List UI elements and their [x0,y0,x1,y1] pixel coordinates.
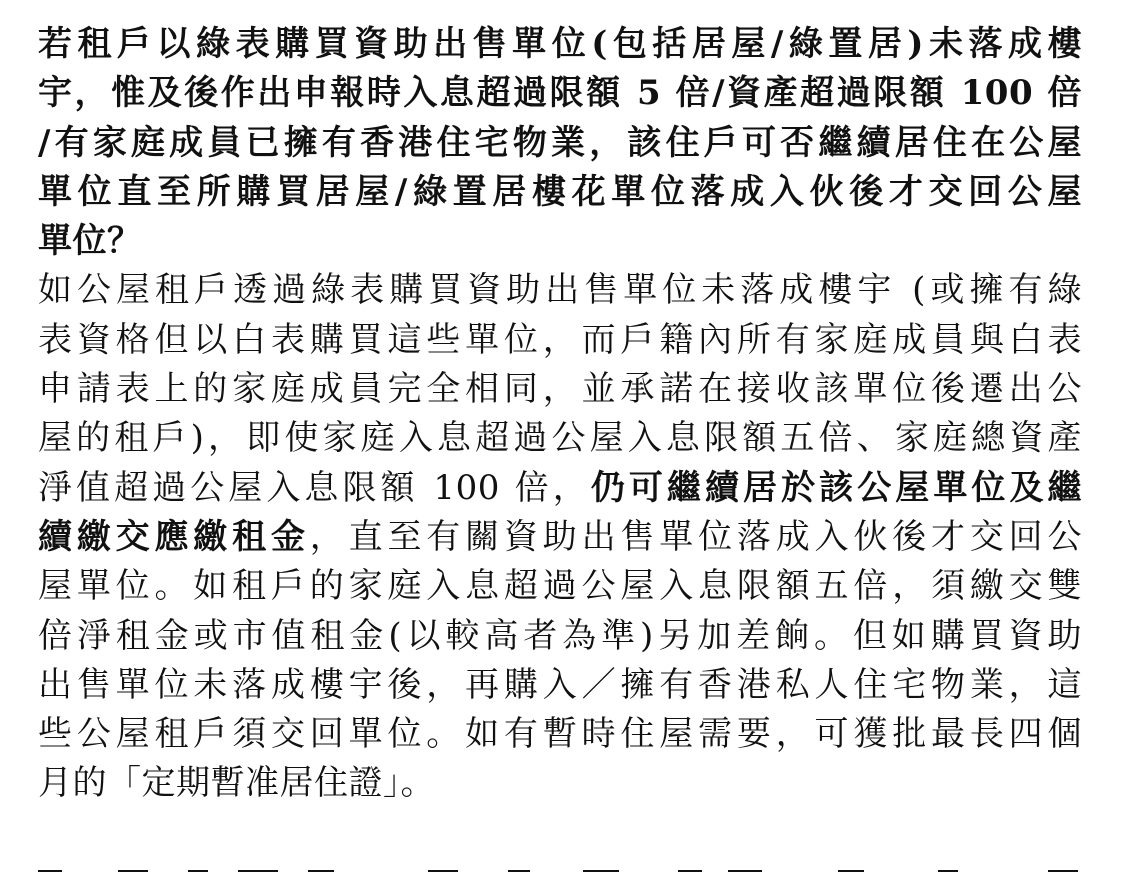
question-line: 單位？ [38,221,142,262]
question-line: 若租戶以綠表購買資助出售單位(包括居屋/綠置居)未落成樓 [38,24,1082,64]
document-page [38,20,1082,809]
answer-text: 淨值超過公屋入息限額 100 倍， [38,467,591,508]
faq-question [38,20,1082,266]
answer-line [38,513,1082,562]
answer-line: 些公屋租戶須交回單位。如有暫時住屋需要，可獲批最長四個 [38,714,1082,755]
answer-line: 表資格但以白表購買這些單位，而戶籍內所有家庭成員與白表 [38,319,1082,360]
question-line: 宇，惟及後作出申報時入息超過限額 5 倍/資產超過限額 100 倍 [38,73,1082,114]
answer-line [38,464,1082,513]
answer-line: 屋的租戶)，即使家庭入息超過公屋入息限額五倍、家庭總資產 [38,418,1082,459]
answer-line: 出售單位未落成樓宇後，再購入／擁有香港私人住宅物業，這 [38,664,1082,705]
answer-line: 如公屋租戶透過綠表購買資助出售單位未落成樓宇 (或擁有綠 [38,270,1082,311]
question-line: 單位直至所購買居屋/綠置居樓花單位落成入伙後才交回公屋 [38,171,1082,212]
answer-emphasis: 仍可繼續居於該公屋單位及繼 [590,467,1082,508]
answer-line: 申請表上的家庭成員完全相同，並承諾在接收該單位後遷出公 [38,369,1082,410]
answer-text: ，直至有關資助出售單位落成入伙後才交回公 [309,516,1083,557]
answer-emphasis: 續繳交應繳租金 [38,516,310,557]
next-paragraph-cutoff [38,848,1082,872]
answer-line: 屋單位。如租戶的家庭入息超過公屋入息限額五倍，須繳交雙 [38,566,1082,607]
faq-answer [38,266,1082,808]
answer-line: 月的「定期暫准居住證」。 [38,763,435,804]
question-line: /有家庭成員已擁有香港住宅物業，該住戶可否繼續居住在公屋 [38,122,1082,163]
answer-line: 倍淨租金或市值租金(以較高者為準)另加差餉。但如購買資助 [38,615,1082,656]
